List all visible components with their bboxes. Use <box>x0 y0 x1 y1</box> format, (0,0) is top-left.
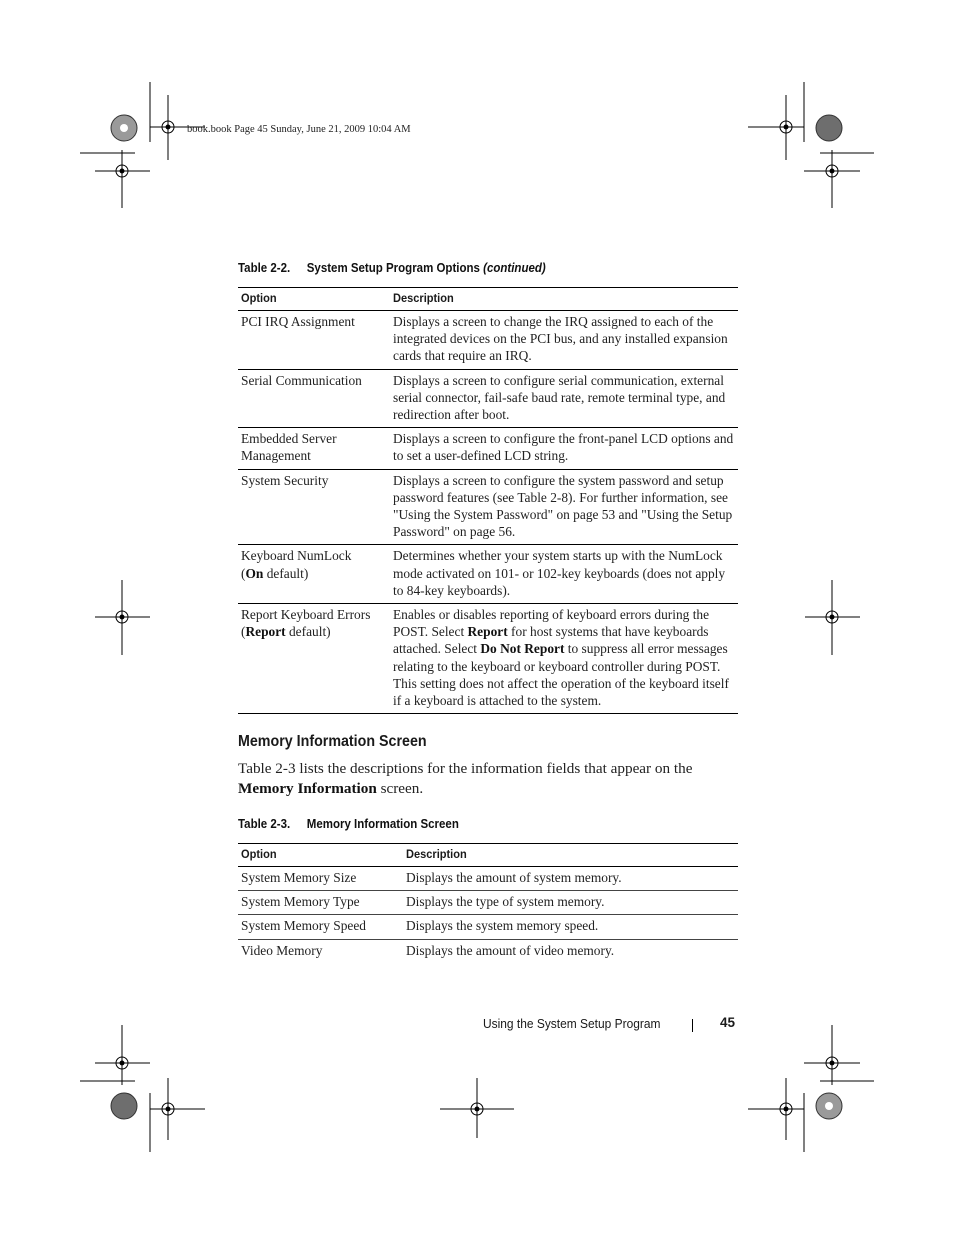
option-cell: System Memory Size <box>238 867 403 891</box>
option-cell: Video Memory <box>241 942 323 958</box>
description-cell: Displays a screen to change the IRQ assigned to each of the integrated devices on the PCI bus, and any installed expansion cards that require an IRQ. <box>390 311 738 370</box>
table-number: Table 2-2. <box>238 261 291 275</box>
default-value: On <box>245 565 264 581</box>
description-cell: Displays a screen to configure serial communication, external serial connector, fail-safe baud rate, remote terminal type, and redirection after boot. <box>390 369 738 428</box>
table-row <box>238 311 738 370</box>
option-cell: System Memory Type <box>238 891 403 915</box>
options-table <box>238 287 738 714</box>
default-value: Report <box>245 624 286 640</box>
description-cell: Displays the type of system memory. <box>403 891 738 915</box>
table-row <box>238 469 738 545</box>
footer-divider <box>692 1019 693 1032</box>
section-heading: Memory Information Screen <box>238 733 427 750</box>
table-row <box>238 369 738 428</box>
description-cell: Determines whether your system starts up with the NumLock mode activated on 101- or 102-key keyboards (does not apply to 84-key keyboards). <box>390 545 738 604</box>
table-title: System Setup Program Options <box>306 261 480 275</box>
table-row <box>238 891 738 915</box>
table-header-row <box>238 288 738 311</box>
memory-table <box>238 843 738 963</box>
table-number: Table 2-3. <box>238 817 291 831</box>
table-title: Memory Information Screen <box>306 817 459 831</box>
table-row <box>238 428 738 469</box>
table-caption <box>238 261 546 275</box>
option-cell: System Memory Speed <box>238 915 403 939</box>
table-row <box>238 604 738 714</box>
page-number: 45 <box>720 1015 736 1030</box>
description-cell: Displays the amount of system memory. <box>403 867 738 891</box>
option-value-report: Report <box>467 624 508 640</box>
option-value-do-not-report: Do Not Report <box>480 641 565 657</box>
option-cell: System Security <box>238 469 390 545</box>
description-cell: Displays a screen to configure the system password and setup password features (see Table 2-8). For further information, see "Using the System Password" on page 53 and "Using the Setup Password" on page 56. <box>390 469 738 545</box>
table-continued-label: (continued) <box>483 261 546 275</box>
description-cell: Displays a screen to configure the front-panel LCD options and to set a user-defined LCD string. <box>390 428 738 469</box>
column-header-option: Option <box>238 288 390 311</box>
description-cell: Displays the system memory speed. <box>403 915 738 939</box>
footer-chapter-title: Using the System Setup Program <box>483 1016 661 1031</box>
section-paragraph: Table 2-3 lists the descriptions for the information fields that appear on the Memory Information screen. <box>238 760 693 797</box>
table-caption <box>238 817 459 831</box>
option-cell: Serial Communication <box>238 369 390 428</box>
option-cell: Embedded Server Management <box>238 428 390 469</box>
column-header-option: Option <box>238 844 403 867</box>
column-header-description: Description <box>403 844 738 867</box>
screen-name: Memory Information <box>238 779 377 797</box>
table-row <box>238 915 738 939</box>
table-row <box>238 939 738 963</box>
table-header-row <box>238 844 738 867</box>
table-row <box>238 545 738 604</box>
option-cell: PCI IRQ Assignment <box>238 311 390 370</box>
option-cell: Keyboard NumLock (On default) <box>238 545 390 604</box>
column-header-description: Description <box>390 288 738 311</box>
print-header: book.book Page 45 Sunday, June 21, 2009 10:04 AM <box>187 124 411 135</box>
description-cell: Displays the amount of video memory. <box>406 942 615 958</box>
description-cell: Enables or disables reporting of keyboard errors during the POST. Select Report for host systems that have keyboards attached. Select Do Not Report to suppress all error messages relating to the keyboard or keyboard controller during POST. This setting does not affect the operation of the keyboard itself if a keyboard is attached to the system. <box>390 604 738 714</box>
option-cell: Report Keyboard Errors (Report default) <box>238 604 390 714</box>
table-row <box>238 867 738 891</box>
